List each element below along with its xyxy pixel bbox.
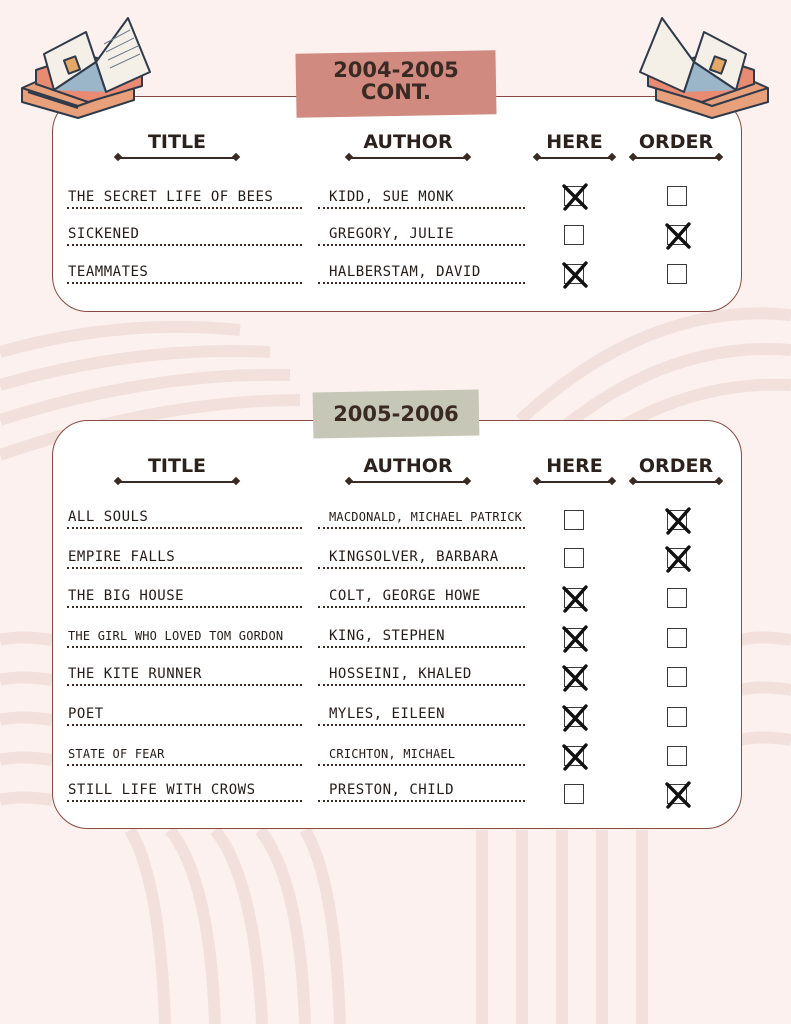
row-title: STATE OF FEAR: [67, 746, 302, 766]
here-checkbox[interactable]: [564, 588, 584, 608]
check-x-icon: [663, 780, 693, 810]
order-checkbox[interactable]: [667, 264, 687, 284]
row-title: STILL LIFE WITH CROWS: [67, 782, 302, 802]
check-x-icon: [663, 221, 693, 251]
row-author: HOSSEINI, KHALED: [318, 666, 525, 686]
here-checkbox[interactable]: [564, 707, 584, 727]
order-checkbox[interactable]: [667, 510, 687, 530]
row-author: COLT, GEORGE HOWE: [318, 588, 525, 608]
section-heading-sub: CONT.: [361, 80, 431, 104]
open-book-stack-icon: [18, 14, 158, 120]
check-x-icon: [560, 703, 590, 733]
check-x-icon: [560, 260, 590, 290]
here-checkbox[interactable]: [564, 264, 584, 284]
row-title: TEAMMATES: [67, 264, 302, 284]
here-checkbox[interactable]: [564, 784, 584, 804]
row-author: KING, STEPHEN: [318, 628, 525, 648]
column-header-title: TITLE: [118, 131, 236, 153]
column-header-author: AUTHOR: [349, 455, 467, 477]
row-title: ALL SOULS: [67, 509, 302, 529]
row-title: POET: [67, 706, 302, 726]
check-x-icon: [560, 584, 590, 614]
section-heading: 2005-2006: [333, 402, 459, 426]
here-checkbox[interactable]: [564, 225, 584, 245]
column-header-here: HERE: [537, 131, 612, 153]
order-checkbox[interactable]: [667, 225, 687, 245]
column-header-here: HERE: [537, 455, 612, 477]
row-author: HALBERSTAM, DAVID: [318, 264, 525, 284]
section-tag-2005-2006: [313, 391, 479, 437]
check-x-icon: [663, 506, 693, 536]
row-title: THE KITE RUNNER: [67, 666, 302, 686]
row-author: KINGSOLVER, BARBARA: [318, 549, 525, 569]
here-checkbox[interactable]: [564, 548, 584, 568]
row-title: EMPIRE FALLS: [67, 549, 302, 569]
section-heading: 2004-2005: [333, 58, 459, 82]
here-checkbox[interactable]: [564, 186, 584, 206]
check-x-icon: [560, 742, 590, 772]
order-checkbox[interactable]: [667, 784, 687, 804]
row-author: GREGORY, JULIE: [318, 226, 525, 246]
order-checkbox[interactable]: [667, 746, 687, 766]
order-checkbox[interactable]: [667, 588, 687, 608]
check-x-icon: [560, 182, 590, 212]
row-title: THE BIG HOUSE: [67, 588, 302, 608]
row-title: THE SECRET LIFE OF BEES: [67, 189, 302, 209]
column-header-order: ORDER: [633, 455, 719, 477]
check-x-icon: [663, 544, 693, 574]
check-x-icon: [560, 624, 590, 654]
column-header-title: TITLE: [118, 455, 236, 477]
open-book-stack-icon: [632, 14, 772, 120]
column-header-order: ORDER: [633, 131, 719, 153]
row-author: KIDD, SUE MONK: [318, 189, 525, 209]
here-checkbox[interactable]: [564, 667, 584, 687]
here-checkbox[interactable]: [564, 510, 584, 530]
row-author: MYLES, EILEEN: [318, 706, 525, 726]
check-x-icon: [560, 663, 590, 693]
order-checkbox[interactable]: [667, 186, 687, 206]
order-checkbox[interactable]: [667, 628, 687, 648]
row-author: MACDONALD, MICHAEL PATRICK: [318, 509, 525, 529]
order-checkbox[interactable]: [667, 707, 687, 727]
section-tag-2004-2005: [296, 52, 496, 116]
row-title: SICKENED: [67, 226, 302, 246]
column-header-author: AUTHOR: [349, 131, 467, 153]
order-checkbox[interactable]: [667, 667, 687, 687]
here-checkbox[interactable]: [564, 628, 584, 648]
order-checkbox[interactable]: [667, 548, 687, 568]
row-author: CRICHTON, MICHAEL: [318, 746, 525, 766]
here-checkbox[interactable]: [564, 746, 584, 766]
row-author: PRESTON, CHILD: [318, 782, 525, 802]
row-title: THE GIRL WHO LOVED TOM GORDON: [67, 628, 302, 648]
